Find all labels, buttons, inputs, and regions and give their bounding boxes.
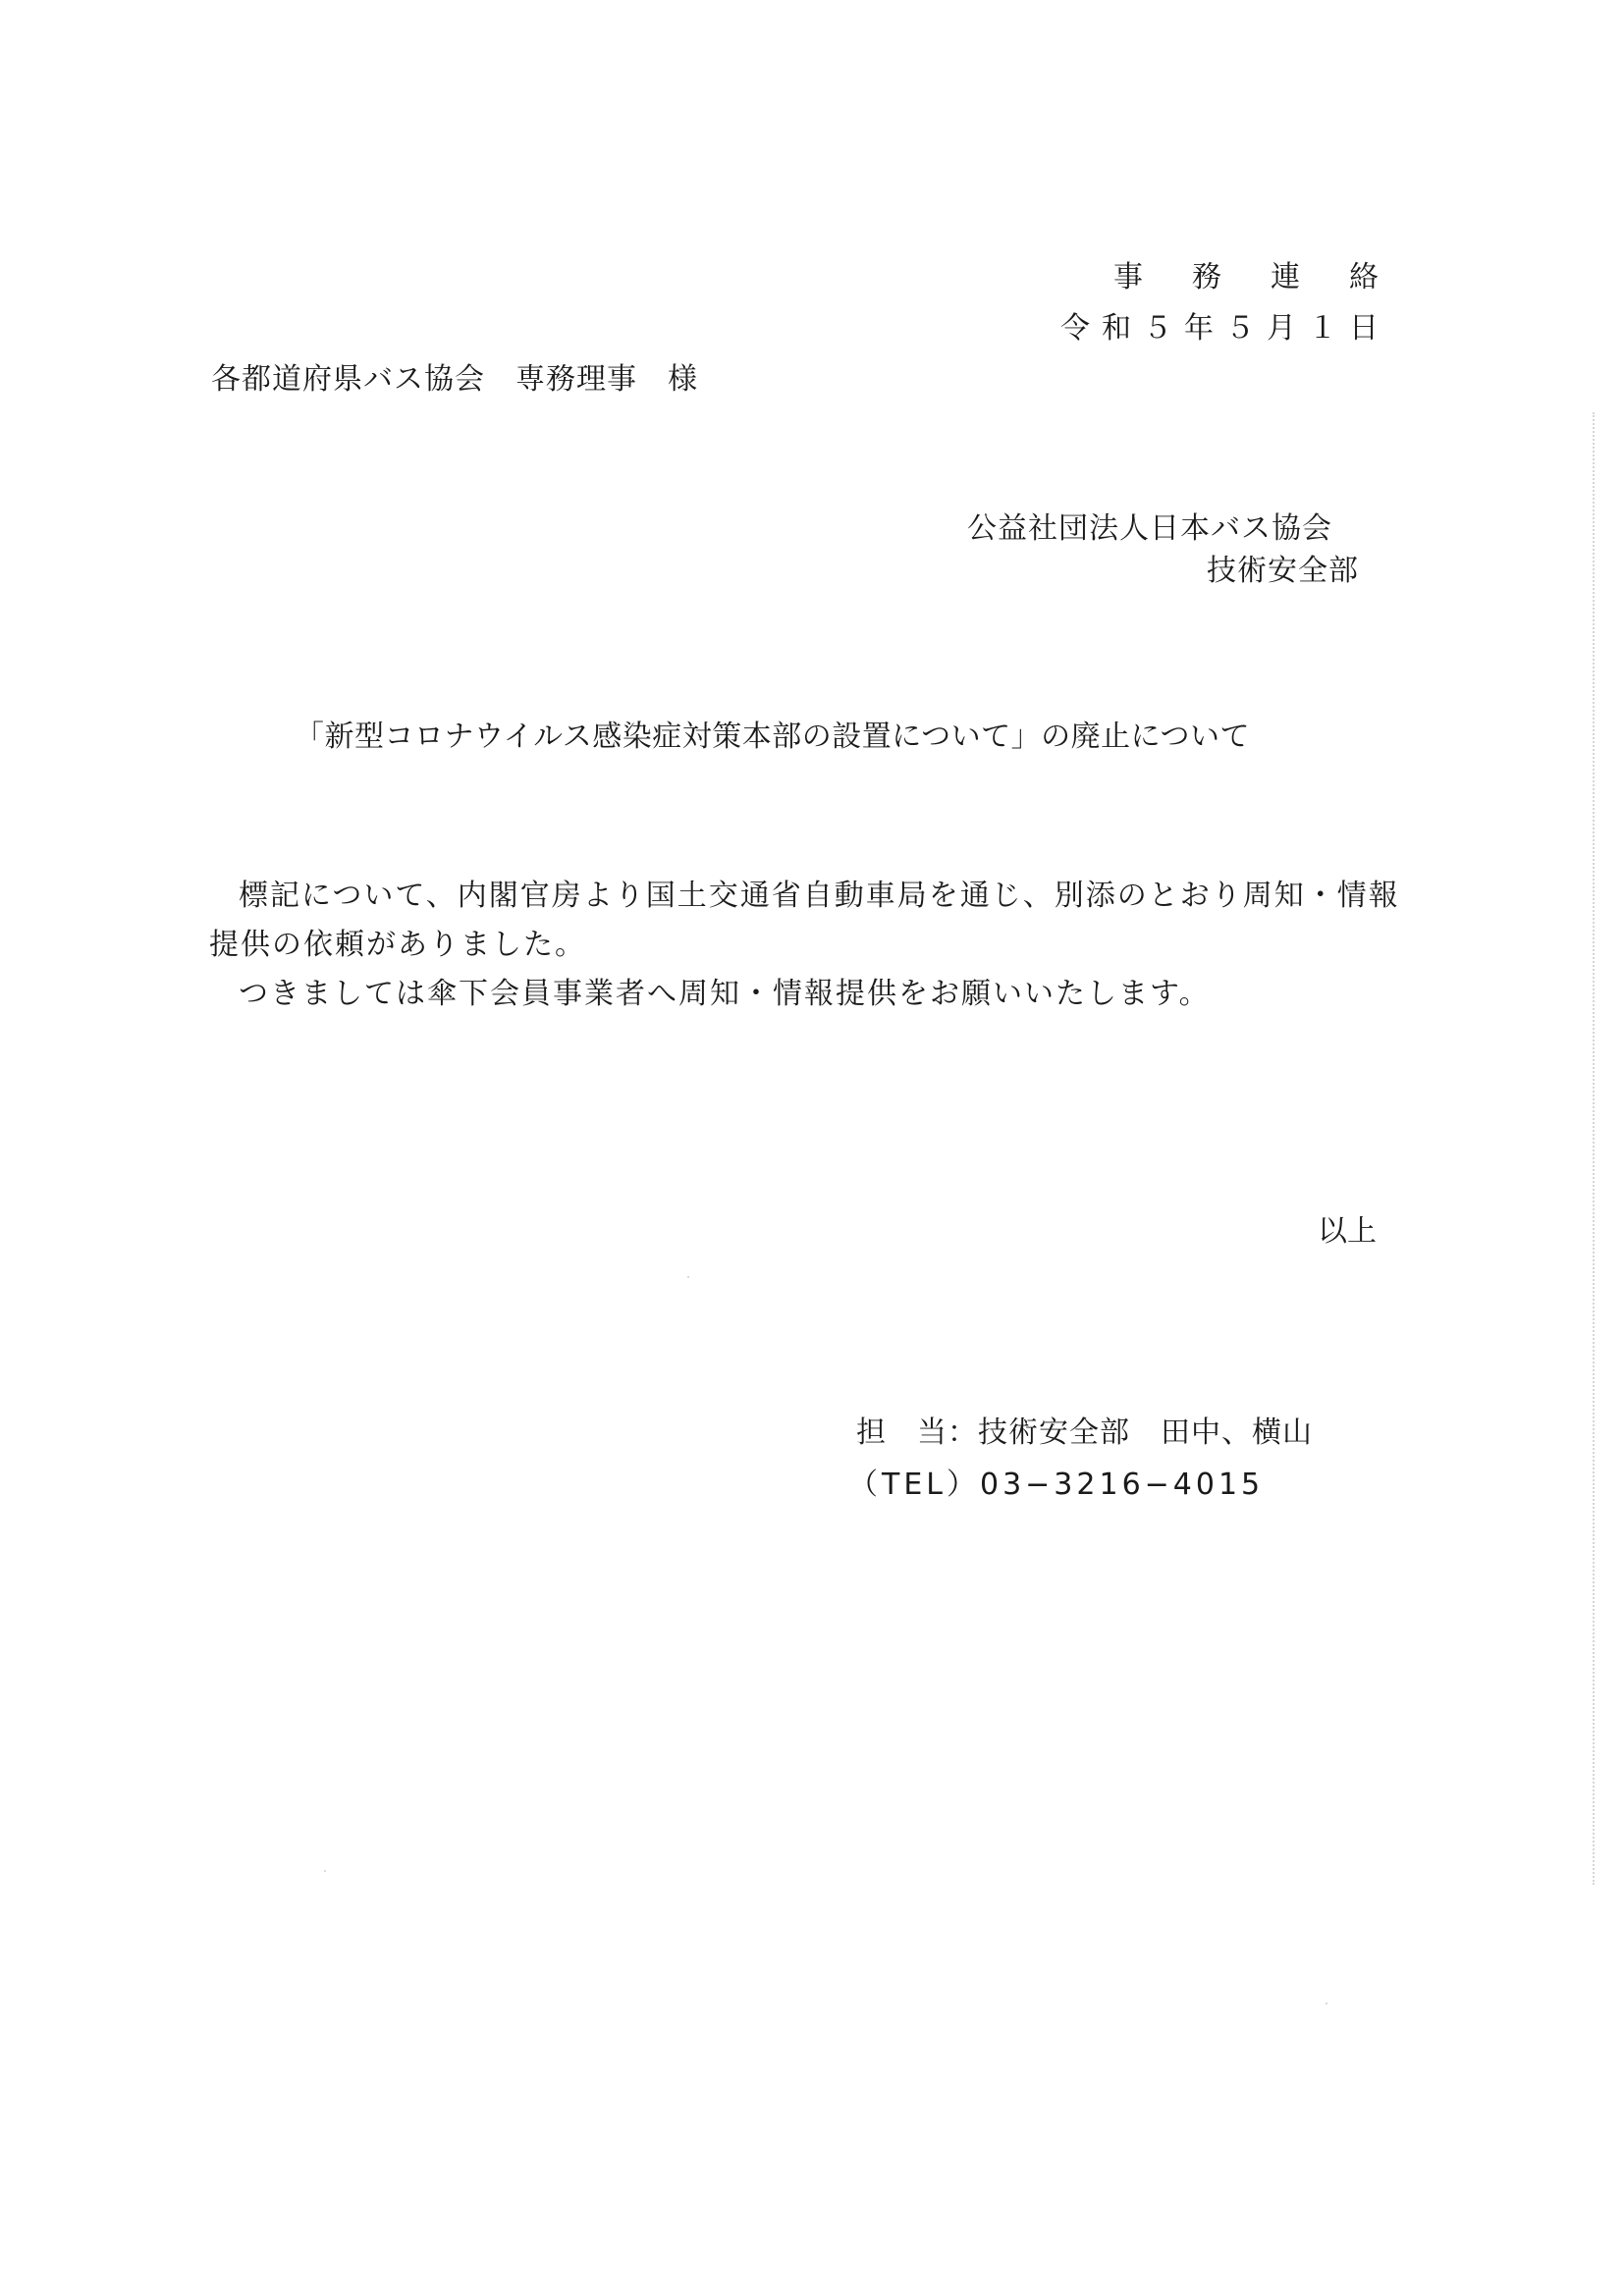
- document-body: [209, 872, 1417, 1019]
- scan-artifact-line: [1593, 412, 1595, 1885]
- contact-phone: （TEL）03−3216−4015: [848, 1468, 1265, 1502]
- body-paragraph: つきましては傘下会員事業者へ周知・情報提供をお願いいたします。: [239, 977, 1211, 1011]
- recipient: 各都道府県バス協会 専務理事 様: [211, 362, 698, 397]
- document-type: 事務連絡: [1113, 260, 1428, 294]
- document-date: 令和５年５月１日: [1060, 311, 1390, 346]
- closing-remark: 以上: [1318, 1214, 1377, 1249]
- scan-speck: [1326, 2002, 1327, 2004]
- sender-department: 技術安全部: [1207, 554, 1359, 588]
- body-paragraph: 標記について、内閣官房より国土交通省自動車局を通じ、別添のとおり周知・情報提供の依頼がありました。: [209, 879, 1400, 962]
- scan-speck: [324, 1870, 326, 1872]
- sender-organization: 公益社団法人日本バス協会: [967, 511, 1332, 546]
- scan-speck: [687, 1276, 689, 1278]
- contact-person: 担 当：技術安全部 田中、横山: [856, 1415, 1313, 1450]
- document-subject: 「新型コロナウイルス感染症対策本部の設置について」の廃止について: [295, 720, 1250, 754]
